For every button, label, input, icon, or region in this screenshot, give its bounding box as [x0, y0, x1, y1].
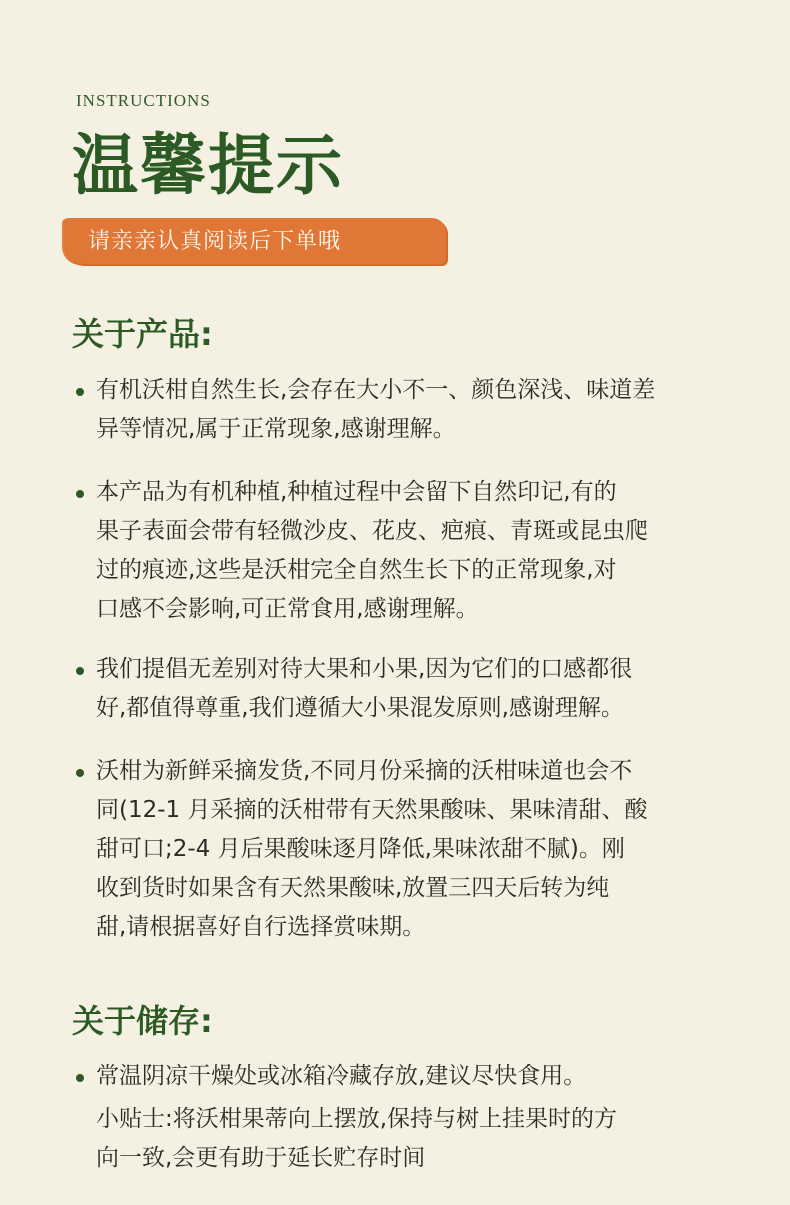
text-line: 同(12-1 月采摘的沃柑带有天然果酸味、果味清甜、酸 — [96, 797, 648, 823]
bullet-icon — [76, 667, 84, 675]
list-item — [76, 1057, 736, 1178]
list-item — [76, 371, 736, 449]
page-title: 温馨提示 — [72, 127, 344, 204]
list-item — [76, 473, 736, 629]
text-line: 好,都值得尊重,我们遵循大小果混发原则,感谢理解。 — [96, 695, 624, 721]
text-line: 收到货时如果含有天然果酸味,放置三四天后转为纯 — [96, 875, 610, 901]
section-heading-product: 关于产品: — [72, 315, 213, 353]
text-line: 常温阴凉干燥处或冰箱冷藏存放,建议尽快食用。 — [96, 1063, 587, 1089]
text-line: 我们提倡无差别对待大果和小果,因为它们的口感都很 — [96, 656, 633, 682]
storage-notes-list — [76, 1057, 736, 1178]
text-line: 口感不会影响,可正常食用,感谢理解。 — [96, 596, 479, 622]
product-notes-list-2 — [76, 473, 736, 629]
text-line: 甜可口;2-4 月后果酸味逐月降低,果味浓甜不腻)。刚 — [96, 836, 625, 862]
text-line: 过的痕迹,这些是沃柑完全自然生长下的正常现象,对 — [96, 557, 617, 583]
text-line: 甜,请根据喜好自行选择赏味期。 — [96, 914, 426, 940]
text-line: 有机沃柑自然生长,会存在大小不一、颜色深浅、味道差 — [96, 377, 656, 403]
bullet-icon — [76, 1074, 84, 1082]
text-line: 本产品为有机种植,种植过程中会留下自然印记,有的 — [96, 479, 617, 505]
product-notes-list-3 — [76, 650, 736, 728]
text-line: 果子表面会带有轻微沙皮、花皮、疤痕、青斑或昆虫爬 — [96, 518, 648, 544]
list-item — [76, 752, 736, 947]
section-heading-storage: 关于储存: — [72, 1002, 213, 1040]
tip-line: 向一致,会更有助于延长贮存时间 — [96, 1145, 426, 1171]
list-item — [76, 650, 736, 728]
text-line: 沃柑为新鲜采摘发货,不同月份采摘的沃柑味道也会不 — [96, 758, 633, 784]
text-line: 异等情况,属于正常现象,感谢理解。 — [96, 416, 456, 442]
eyebrow-label: INSTRUCTIONS — [76, 91, 211, 110]
bullet-icon — [76, 490, 84, 498]
tip-line: 小贴士:将沃柑果蒂向上摆放,保持与树上挂果时的方 — [96, 1106, 618, 1132]
bullet-icon — [76, 769, 84, 777]
product-notes-list — [76, 371, 736, 449]
bullet-icon — [76, 388, 84, 396]
notice-banner-text: 请亲亲认真阅读后下单哦 — [88, 229, 342, 254]
product-notes-list-4 — [76, 752, 736, 947]
